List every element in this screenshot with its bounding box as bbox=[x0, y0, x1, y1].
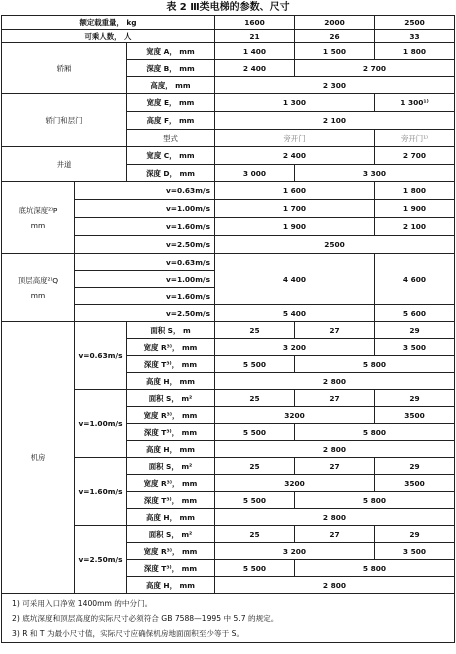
door-width-3: 1 300¹⁾ bbox=[375, 94, 455, 112]
footnote-1: 1) 可采用入口净宽 1400mm 的中分门。 bbox=[12, 599, 153, 608]
m3-area-1: 25 bbox=[215, 458, 295, 475]
m4-height-all: 2 800 bbox=[215, 577, 455, 594]
m1-depth-23: 5 800 bbox=[295, 356, 455, 373]
persons-value-1: 21 bbox=[215, 30, 295, 43]
table-row bbox=[2, 94, 455, 112]
door-height-label: 高度 F， mm bbox=[127, 112, 215, 130]
m3-area-label: 面积 S， m² bbox=[127, 458, 215, 475]
m2-width-12: 3200 bbox=[215, 407, 375, 424]
m3-width-12: 3200 bbox=[215, 475, 375, 492]
m3-height-all: 2 800 bbox=[215, 509, 455, 526]
shaft-depth-1: 3 000 bbox=[215, 165, 295, 182]
car-depth-1: 2 400 bbox=[215, 60, 295, 77]
overhead-group-label bbox=[2, 254, 75, 322]
machine-speed-4: v=2.50m/s bbox=[75, 526, 127, 594]
footnotes bbox=[2, 594, 455, 643]
table-row bbox=[2, 322, 455, 339]
car-group-label: 轿厢 bbox=[2, 43, 127, 94]
shaft-width-3: 2 700 bbox=[375, 147, 455, 165]
m4-depth-1: 5 500 bbox=[215, 560, 295, 577]
table-row bbox=[2, 16, 455, 30]
machine-speed-2: v=1.00m/s bbox=[75, 390, 127, 458]
m2-area-3: 29 bbox=[375, 390, 455, 407]
overhead-value-b-3: 5 600 bbox=[375, 305, 455, 322]
pit-value-2-3: 1 900 bbox=[375, 200, 455, 218]
overhead-label-line2: mm bbox=[30, 290, 46, 300]
overhead-speed-3: v=1.60m/s bbox=[75, 288, 215, 305]
load-label: 额定载重量， kg bbox=[2, 16, 215, 30]
car-width-label: 宽度 A， mm bbox=[127, 43, 215, 60]
pit-value-3-3: 2 100 bbox=[375, 218, 455, 236]
footnote-2: 2) 底坑深度和顶层高度的实际尺寸必须符合 GB 7588—1995 中 5.7 的规定。 bbox=[12, 614, 279, 623]
pit-label-line1: 底坑深度²⁾P bbox=[18, 205, 58, 215]
pit-speed-3: v=1.60m/s bbox=[75, 218, 215, 236]
overhead-value-b-12: 5 400 bbox=[215, 305, 375, 322]
m1-width-label: 宽度 R³⁾， mm bbox=[127, 339, 215, 356]
car-width-3: 1 800 bbox=[375, 43, 455, 60]
door-type-label: 型式 bbox=[127, 130, 215, 147]
m1-area-label: 面积 S， m bbox=[127, 322, 215, 339]
m2-width-3: 3500 bbox=[375, 407, 455, 424]
m4-depth-23: 5 800 bbox=[295, 560, 455, 577]
table-row bbox=[2, 182, 455, 200]
m2-area-1: 25 bbox=[215, 390, 295, 407]
load-value-3: 2500 bbox=[375, 16, 455, 30]
m3-depth-label: 深度 T³⁾， mm bbox=[127, 492, 215, 509]
m2-height-all: 2 800 bbox=[215, 441, 455, 458]
m2-depth-23: 5 800 bbox=[295, 424, 455, 441]
m3-width-label: 宽度 R³⁾， mm bbox=[127, 475, 215, 492]
pit-label-line2: mm bbox=[30, 220, 46, 230]
door-width-12: 1 300 bbox=[215, 94, 375, 112]
pit-value-1-3: 1 800 bbox=[375, 182, 455, 200]
m2-height-label: 高度 H， mm bbox=[127, 441, 215, 458]
m1-width-3: 3 500 bbox=[375, 339, 455, 356]
overhead-value-a-3: 4 600 bbox=[375, 254, 455, 305]
m2-area-label: 面积 S， m² bbox=[127, 390, 215, 407]
m3-height-label: 高度 H， mm bbox=[127, 509, 215, 526]
car-depth-label: 深度 B， mm bbox=[127, 60, 215, 77]
pit-speed-4: v=2.50m/s bbox=[75, 236, 215, 254]
pit-group-label bbox=[2, 182, 75, 254]
m1-width-12: 3 200 bbox=[215, 339, 375, 356]
persons-value-2: 26 bbox=[295, 30, 375, 43]
elevator-parameters-table bbox=[1, 15, 455, 643]
m2-depth-label: 深度 T³⁾， mm bbox=[127, 424, 215, 441]
car-height-label: 高度， mm bbox=[127, 77, 215, 94]
car-width-1: 1 400 bbox=[215, 43, 295, 60]
machine-group-label: 机房 bbox=[2, 322, 75, 594]
load-value-1: 1600 bbox=[215, 16, 295, 30]
persons-value-3: 33 bbox=[375, 30, 455, 43]
door-group-label: 轿门和层门 bbox=[2, 94, 127, 147]
overhead-speed-1: v=0.63m/s bbox=[75, 254, 215, 271]
m4-width-3: 3 500 bbox=[375, 543, 455, 560]
car-width-2: 1 500 bbox=[295, 43, 375, 60]
persons-label: 可乘人数， 人 bbox=[2, 30, 215, 43]
pit-value-1-12: 1 600 bbox=[215, 182, 375, 200]
machine-speed-1: v=0.63m/s bbox=[75, 322, 127, 390]
door-height-all: 2 100 bbox=[215, 112, 455, 130]
m1-area-2: 27 bbox=[295, 322, 375, 339]
shaft-group-label: 井道 bbox=[2, 147, 127, 182]
table-row bbox=[2, 43, 455, 60]
m1-area-1: 25 bbox=[215, 322, 295, 339]
table-title: 表 2 Ⅲ类电梯的参数、尺寸 bbox=[166, 2, 290, 13]
car-depth-23: 2 700 bbox=[295, 60, 455, 77]
m4-height-label: 高度 H， mm bbox=[127, 577, 215, 594]
m4-area-label: 面积 S， m² bbox=[127, 526, 215, 543]
m4-area-2: 27 bbox=[295, 526, 375, 543]
m4-width-label: 宽度 R³⁾， mm bbox=[127, 543, 215, 560]
m4-width-12: 3 200 bbox=[215, 543, 375, 560]
door-width-label: 宽度 E， mm bbox=[127, 94, 215, 112]
document-page bbox=[0, 1, 456, 654]
m1-area-3: 29 bbox=[375, 322, 455, 339]
overhead-speed-2: v=1.00m/s bbox=[75, 271, 215, 288]
footnote-3: 3) R 和 T 为最小尺寸值，实际尺寸应确保机房地面面积至少等于 S。 bbox=[12, 629, 245, 638]
m2-area-2: 27 bbox=[295, 390, 375, 407]
m1-height-all: 2 800 bbox=[215, 373, 455, 390]
overhead-speed-4: v=2.50m/s bbox=[75, 305, 215, 322]
door-type-12: 旁开门 bbox=[215, 130, 375, 147]
m3-area-2: 27 bbox=[295, 458, 375, 475]
shaft-depth-label: 深度 D， mm bbox=[127, 165, 215, 182]
overhead-value-a-12: 4 400 bbox=[215, 254, 375, 305]
m4-area-3: 29 bbox=[375, 526, 455, 543]
table-row bbox=[2, 147, 455, 165]
shaft-depth-23: 3 300 bbox=[295, 165, 455, 182]
shaft-width-12: 2 400 bbox=[215, 147, 375, 165]
m4-depth-label: 深度 T³⁾， mm bbox=[127, 560, 215, 577]
m3-depth-1: 5 500 bbox=[215, 492, 295, 509]
pit-speed-2: v=1.00m/s bbox=[75, 200, 215, 218]
m2-width-label: 宽度 R³⁾， mm bbox=[127, 407, 215, 424]
m4-area-1: 25 bbox=[215, 526, 295, 543]
table-row bbox=[2, 254, 455, 271]
m3-width-3: 3500 bbox=[375, 475, 455, 492]
overhead-label-line1: 顶层高度²⁾Q bbox=[17, 275, 59, 285]
pit-value-2-12: 1 700 bbox=[215, 200, 375, 218]
m3-depth-23: 5 800 bbox=[295, 492, 455, 509]
car-height-all: 2 300 bbox=[215, 77, 455, 94]
machine-speed-3: v=1.60m/s bbox=[75, 458, 127, 526]
notes-row bbox=[2, 594, 455, 643]
m3-area-3: 29 bbox=[375, 458, 455, 475]
pit-value-4-all: 2500 bbox=[215, 236, 455, 254]
pit-speed-1: v=0.63m/s bbox=[75, 182, 215, 200]
shaft-width-label: 宽度 C， mm bbox=[127, 147, 215, 165]
door-type-3: 旁开门¹⁾ bbox=[375, 130, 455, 147]
m1-depth-1: 5 500 bbox=[215, 356, 295, 373]
m2-depth-1: 5 500 bbox=[215, 424, 295, 441]
pit-value-3-12: 1 900 bbox=[215, 218, 375, 236]
load-value-2: 2000 bbox=[295, 16, 375, 30]
table-row bbox=[2, 30, 455, 43]
m1-height-label: 高度 H， mm bbox=[127, 373, 215, 390]
m1-depth-label: 深度 T³⁾， mm bbox=[127, 356, 215, 373]
